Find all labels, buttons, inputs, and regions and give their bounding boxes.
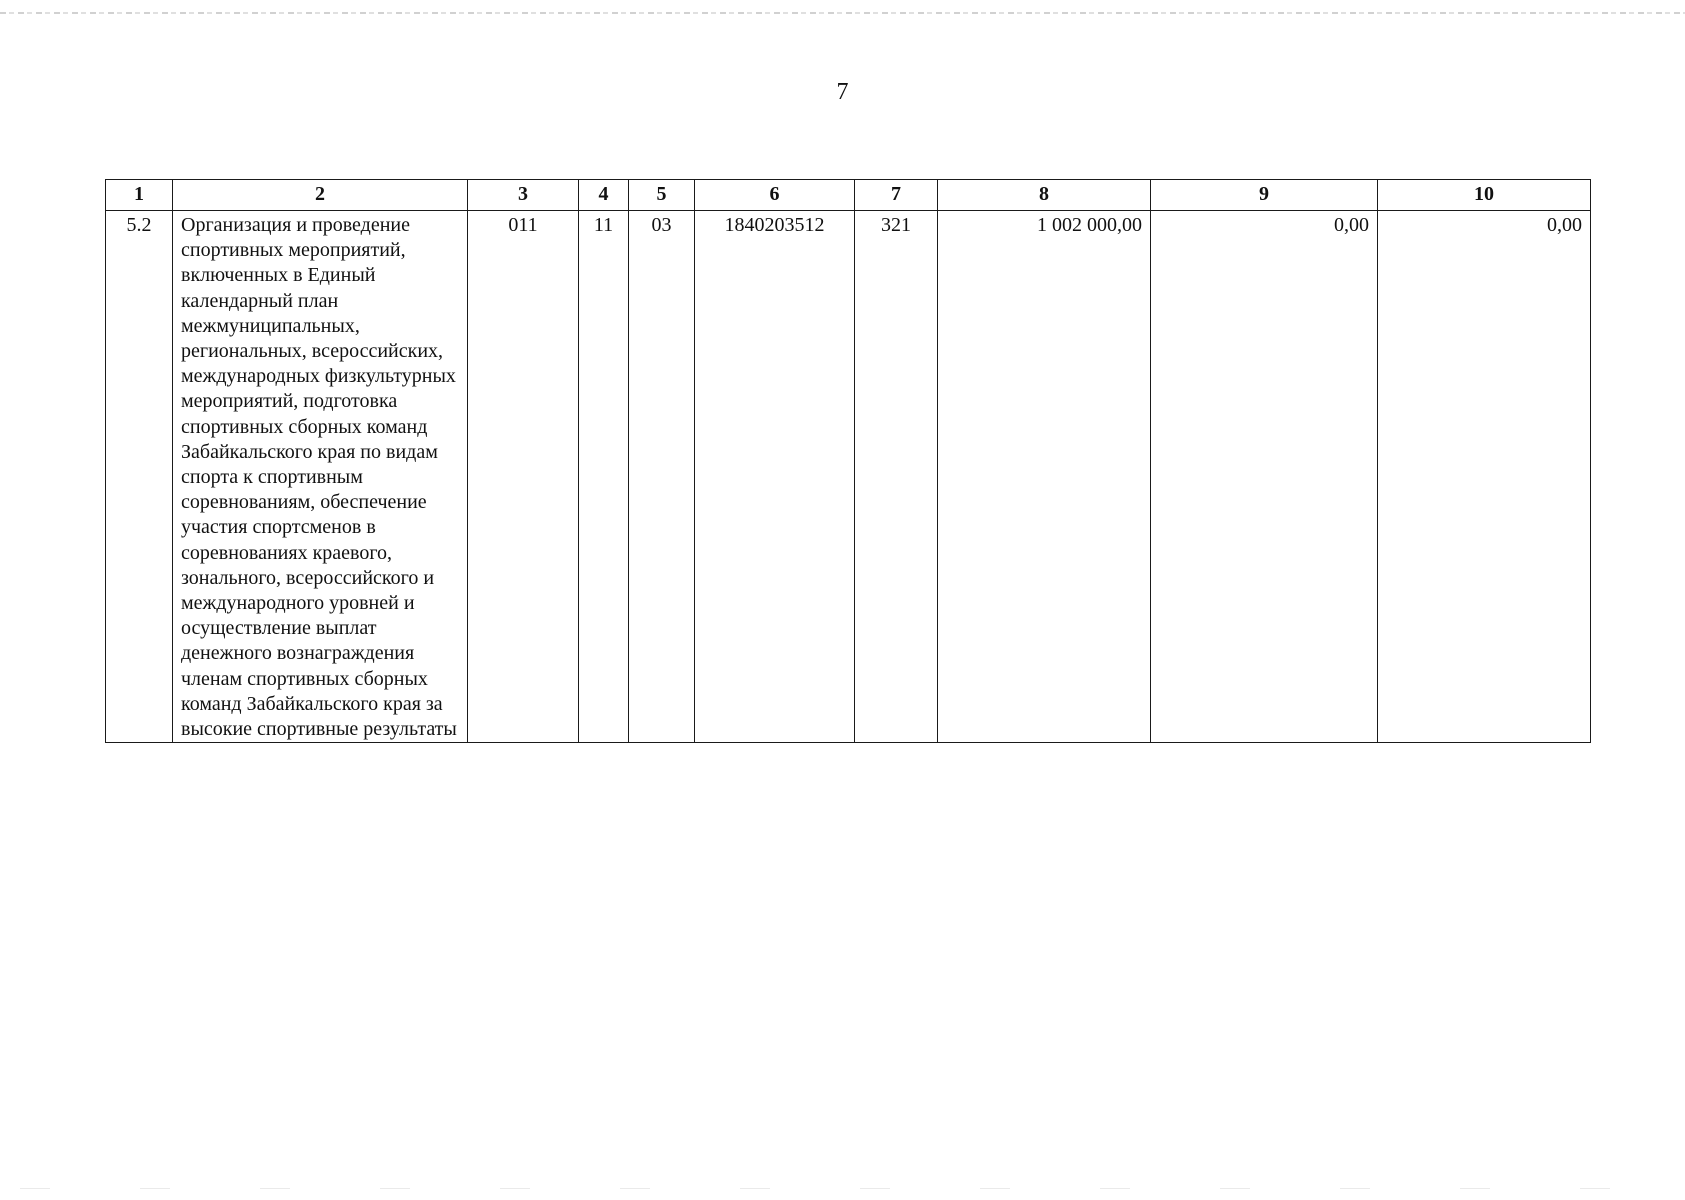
row-description: Организация и проведение спортивных мероприятий, включенных в Единый календарный план межмуниципальных, региональных, всероссийских, международных физкультурных мероприятий, подготовка спортивных сборных команд Забайкальского края по видам спорта к спортивным соревнованиям, обеспечение участия спортсменов в соревнованиях краевого, зонального, всероссийского и международного уровней и осуществление выплат денежного вознаграждения членам спортивных сборных команд Забайкальского края за высокие спортивные результаты: [173, 211, 468, 743]
header-col-2: 2: [173, 180, 468, 211]
budget-table: [105, 179, 1591, 743]
table-row: [106, 211, 1591, 743]
row-col-10: 0,00: [1378, 211, 1591, 743]
row-col-5: 03: [629, 211, 695, 743]
header-col-5: 5: [629, 180, 695, 211]
header-col-1: 1: [106, 180, 173, 211]
row-col-6: 1840203512: [695, 211, 855, 743]
row-col-3: 011: [468, 211, 579, 743]
header-col-10: 10: [1378, 180, 1591, 211]
header-row: [106, 180, 1591, 211]
header-col-6: 6: [695, 180, 855, 211]
row-col-4: 11: [579, 211, 629, 743]
header-col-3: 3: [468, 180, 579, 211]
header-col-8: 8: [938, 180, 1151, 211]
page-number: 7: [836, 79, 849, 105]
header-col-7: 7: [855, 180, 938, 211]
row-col-9: 0,00: [1151, 211, 1378, 743]
header-col-9: 9: [1151, 180, 1378, 211]
row-col-7: 321: [855, 211, 938, 743]
scan-top-edge: [0, 12, 1685, 14]
header-col-4: 4: [579, 180, 629, 211]
scan-bottom-edge: [20, 1188, 1660, 1189]
row-col-8: 1 002 000,00: [938, 211, 1151, 743]
row-number: 5.2: [106, 211, 173, 743]
